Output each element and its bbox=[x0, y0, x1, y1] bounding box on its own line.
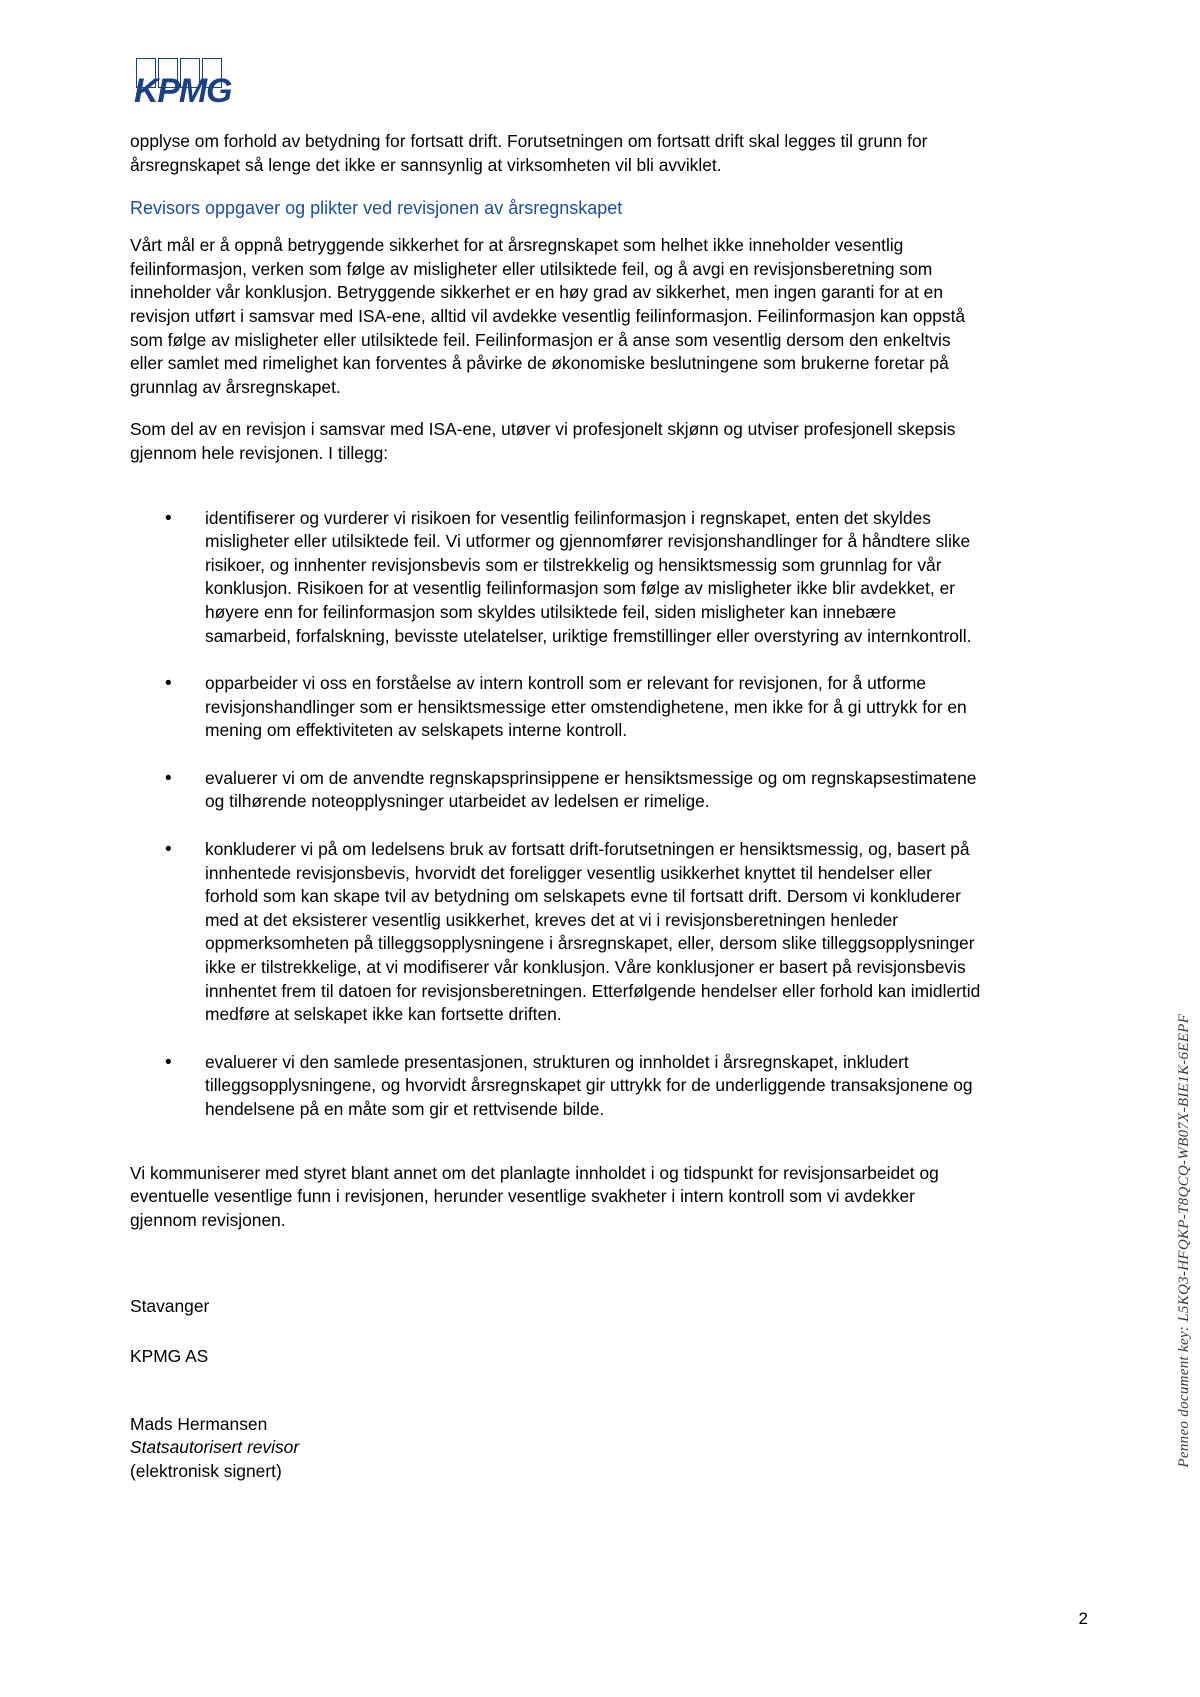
kpmg-logo bbox=[134, 58, 232, 110]
paragraph-objective: Vårt mål er å oppnå betryggende sikkerhet for at årsregnskapet som helhet ikke inneholder vesentlig feilinformasjon, verken som følge av misligheter eller utilsiktede feil, og å avgi en revisjonsberetning som inneholder vår konklusjon. Betryggende sikkerhet er en høy grad av sikkerhet, men ingen garanti for at en revisjon utført i samsvar med ISA-ene, alltid vil avdekke vesentlig feilinformasjon. Feilinformasjon kan oppstå som følge av misligheter eller utilsiktede feil. Feilinformasjon er å anse som vesentlig dersom den enkeltvis eller samlet med rimelighet kan forventes å påvirke de økonomiske beslutningene som brukerne foretar på grunnlag av årsregnskapet. bbox=[130, 235, 966, 397]
list-item-text: opparbeider vi oss en forståelse av intern kontroll som er relevant for revisjonen, for å utforme revisjonshandlinger som er hensiktsmessige etter omstendighetene, men ikke for å gi uttrykk for en mening om effektiviteten av selskapets interne kontroll. bbox=[205, 673, 967, 741]
signature-firm: KPMG AS bbox=[130, 1345, 209, 1366]
signature-gap-1 bbox=[130, 1319, 985, 1345]
bullet-marker-icon: • bbox=[165, 767, 172, 789]
signature-place: Stavanger bbox=[130, 1296, 210, 1317]
paragraph-communication: Vi kommuniserer med styret blant annet om det planlagte innholdet i og tidspunkt for revisjonsarbeidet og eventuelle vesentlige funn i revisjonen, herunder vesentlige svakheter i intern kontroll som vi avdekker gjennom revisjonen. bbox=[130, 1162, 939, 1230]
list-item-text: identifiserer og vurderer vi risikoen for vesentlig feilinformasjon i regnskapet, enten det skyldes misligheter eller utilsiktede feil. Vi utformer og gjennomfører revisjonshandlinger for å håndtere slike risikoer, og innhenter revisjonsbevis som er tilstrekkelig og hensiktsmessig som grunnlag for vår konklusjon. Risikoen for at vesentlig feilinformasjon som følge av misligheter ikke blir avdekket, er høyere enn for feilinformasjon som skyldes utilsiktede feil, siden misligheter kan innebære samarbeid, forfalskning, bevisste utelatelser, uriktige fremstillinger eller overstyring av internkontroll. bbox=[205, 507, 972, 646]
bullet-marker-icon: • bbox=[165, 507, 172, 529]
list-item-text: konkluderer vi på om ledelsens bruk av fortsatt drift-forutsetningen er hensiktsmessig, og, basert på innhentede revisjonsbevis, hvorvidt det foreligger vesentlig usikkerhet knyttet til hendelser eller forhold som kan skape tvil av betydning om selskapets evne til fortsatt drift. Dersom vi konkluderer med at det eksisterer vesentlig usikkerhet, kreves det at vi i revisjonsberetningen henleder oppmerksomheten på tilleggsopplysningene i årsregnskapet, eller, dersom slike tilleggsopplysninger ikke er tilstrekkelige, at vi modifiserer vår konklusjon. Våre konklusjoner er basert på revisjonsbevis innhentet frem til datoen for revisjonsberetningen. Etterfølgende hendelser eller forhold kan imidlertid medføre at selskapet ikke kan fortsette driften. bbox=[205, 839, 981, 1025]
section-heading: Revisors oppgaver og plikter ved revisjonen av årsregnskapet bbox=[130, 198, 623, 219]
list-item-text: evaluerer vi den samlede presentasjonen, strukturen og innholdet i årsregnskapet, inkludert tilleggsopplysningene, og hvorvidt årsregnskapet gir uttrykk for de underliggende transaksjonene og hendelsene på en måte som gir et rettvisende bilde. bbox=[205, 1051, 973, 1119]
list-item bbox=[130, 672, 985, 743]
document-body bbox=[130, 130, 985, 1483]
signature-title: Statsautorisert revisor bbox=[130, 1437, 300, 1458]
logo-wordmark: KPMG bbox=[134, 72, 232, 110]
list-item bbox=[130, 1051, 985, 1122]
spacer-after-bullets bbox=[130, 1140, 985, 1162]
intro-paragraph: opplyse om forhold av betydning for fortsatt drift. Forutsetningen om fortsatt drift skal legges til grunn for årsregnskapet så lenge det ikke er sannsynlig at virksomheten vil bli avviklet. bbox=[130, 131, 928, 175]
bullet-marker-icon: • bbox=[165, 673, 172, 695]
bullet-marker-icon: • bbox=[165, 1051, 172, 1073]
list-item bbox=[130, 767, 985, 814]
list-item-text: evaluerer vi om de anvendte regnskapsprinsippene er hensiktsmessige og om regnskapsestimatene og tilhørende noteopplysninger utarbeidet av ledelsen er rimelige. bbox=[205, 767, 977, 812]
audit-procedures-list bbox=[130, 507, 985, 1122]
spacer-before-bullets bbox=[130, 485, 985, 507]
penneo-watermark: Penneo document key: L5KQ3-HFQKP-T8QCQ-WB07X-BIE1K-6EEPF bbox=[1176, 1013, 1192, 1468]
signature-note: (elektronisk signert) bbox=[130, 1460, 282, 1481]
paragraph-judgement: Som del av en revisjon i samsvar med ISA-ene, utøver vi profesjonelt skjønn og utviser profesjonell skepsis gjennom hele revisjonen. I tillegg: bbox=[130, 419, 956, 463]
bullet-marker-icon: • bbox=[165, 839, 172, 861]
list-item bbox=[130, 838, 985, 1027]
signature-spacer bbox=[130, 1251, 985, 1295]
signature-gap-2 bbox=[130, 1369, 985, 1413]
page-number: 2 bbox=[1078, 1609, 1088, 1628]
list-item bbox=[130, 507, 985, 649]
signature-name: Mads Hermansen bbox=[130, 1413, 268, 1434]
